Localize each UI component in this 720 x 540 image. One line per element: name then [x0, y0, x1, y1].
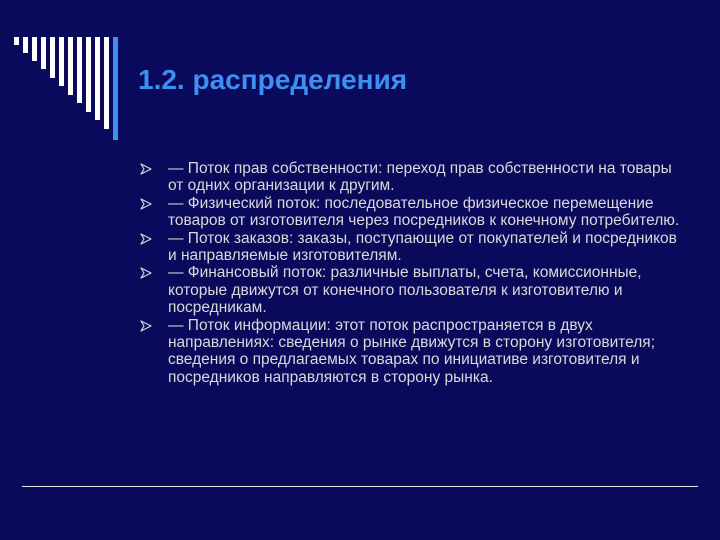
slide-title: 1.2. распределения: [138, 64, 408, 95]
bullet-text: — Поток заказов: заказы, поступающие от покупателей и посредников и направляемые изготовителям.: [168, 229, 677, 265]
bullet-item-orders-flow: [140, 230, 685, 265]
bullet-item-ownership-flow: [140, 160, 685, 195]
bullet-list: [140, 160, 685, 386]
bullet-item-information-flow: [140, 317, 685, 387]
bullet-text: — Поток информации: этот поток распространяется в двух направлениях: сведения о рынке движутся в сторону изготовителя; сведения о предлагаемых товарах по инициативе изготовителя и посредников направляются в сторону рынка.: [168, 316, 656, 386]
arrowhead-bullet-icon: [140, 163, 152, 175]
bottom-divider: [22, 486, 698, 487]
bullet-text: — Финансовый поток: различные выплаты, счета, комиссионные, которые движутся от конечного пользователя к изготовителю и посредникам.: [168, 264, 642, 317]
arrowhead-bullet-icon: [140, 233, 152, 245]
arrowhead-bullet-icon: [140, 320, 152, 332]
bullet-text: — Физический поток: последовательное физическое перемещение товаров от изготовителя через посредников к конечному потребителю.: [168, 194, 680, 230]
arrowhead-bullet-icon: [140, 267, 152, 279]
arrowhead-bullet-icon: [140, 198, 152, 210]
bullet-item-financial-flow: [140, 264, 685, 316]
bullet-item-physical-flow: [140, 195, 685, 230]
corner-stripes-decoration: [0, 0, 130, 150]
bullet-text: — Поток прав собственности: переход прав собственности на товары от одних организации к другим.: [168, 160, 672, 195]
